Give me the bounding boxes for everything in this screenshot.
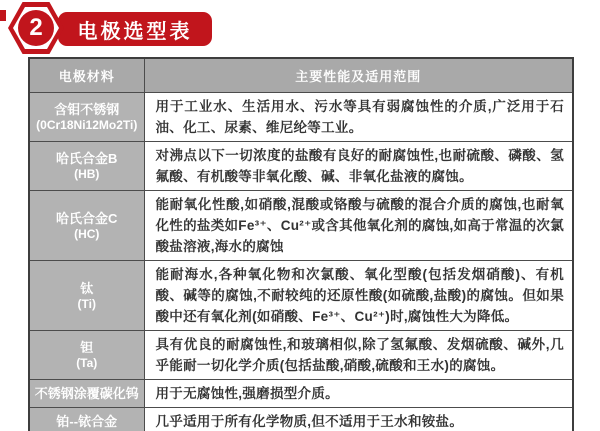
material-spec: (HC) bbox=[74, 226, 100, 241]
table-header-row bbox=[29, 58, 573, 93]
col-header-performance: 主要性能及适用范围 bbox=[144, 58, 573, 93]
material-name: 哈氏合金B bbox=[56, 151, 118, 166]
material-cell bbox=[29, 93, 144, 142]
table-row bbox=[29, 380, 573, 408]
description-cell: 具有优良的耐腐蚀性,和玻璃相似,除了氢氟酸、发烟硫酸、碱外,几乎能耐一切化学介质(包括盐酸,硝酸,硫酸和王水)的腐蚀。 bbox=[144, 331, 573, 380]
material-spec: (Ti) bbox=[77, 296, 96, 311]
table-row bbox=[29, 191, 573, 261]
electrode-selection-table bbox=[28, 57, 574, 431]
material-cell bbox=[29, 380, 144, 408]
material-cell bbox=[29, 191, 144, 261]
material-cell bbox=[29, 142, 144, 191]
material-cell bbox=[29, 408, 144, 431]
description-cell: 对沸点以下一切浓度的盐酸有良好的耐腐蚀性,也耐硫酸、磷酸、氢氟酸、有机酸等非氧化酸、碱、非氧化盐液的腐蚀。 bbox=[144, 142, 573, 191]
material-cell bbox=[29, 261, 144, 331]
table-row bbox=[29, 93, 573, 142]
ribbon-notch bbox=[0, 10, 6, 21]
material-name: 铂--铱合金 bbox=[56, 414, 118, 429]
step-number-badge bbox=[18, 10, 54, 46]
material-spec: (HB) bbox=[74, 167, 100, 181]
material-cell bbox=[29, 331, 144, 380]
step-number: 2 bbox=[29, 14, 43, 41]
col-header-material: 电极材料 bbox=[29, 58, 144, 93]
page-title: 电极选型表 bbox=[77, 20, 193, 43]
material-spec: (Ta) bbox=[76, 356, 98, 370]
description-cell: 几乎适用于所有化学物质,但不适用于王水和铵盐。 bbox=[144, 408, 573, 431]
material-spec: (0Cr18Ni12Mo2Ti) bbox=[36, 118, 138, 132]
description-cell: 用于无腐蚀性,强磨损型介质。 bbox=[144, 380, 573, 408]
step-badge bbox=[8, 2, 64, 54]
table-row bbox=[29, 331, 573, 380]
table-row bbox=[29, 142, 573, 191]
description-cell: 能耐海水,各种氧化物和次氯酸、氧化型酸(包括发烟硝酸)、有机酸、碱等的腐蚀,不耐较纯的还原性酸(如硫酸,盐酸)的腐蚀。但如果酸中还有氧化剂(如硝酸、Fe³⁺、Cu²⁺)时,腐蚀性大为降低。 bbox=[144, 261, 573, 331]
material-name: 钽 bbox=[80, 340, 94, 355]
material-name: 不锈钢涂覆碳化钨 bbox=[34, 386, 139, 401]
description-cell: 能耐氧化性酸,如硝酸,混酸或铬酸与硫酸的混合介质的腐蚀,也耐氧化性的盐类如Fe³⁺、Cu²⁺或含其他氧化剂的腐蚀,如高于常温的次氯酸盐溶液,海水的腐蚀 bbox=[144, 191, 573, 261]
description-cell: 用于工业水、生活用水、污水等具有弱腐蚀性的介质,广泛用于石油、化工、尿素、维尼纶等工业。 bbox=[144, 93, 573, 142]
material-name: 含钼不锈钢 bbox=[54, 102, 120, 117]
table-row bbox=[29, 261, 573, 331]
title-banner bbox=[58, 12, 212, 46]
table-row bbox=[29, 408, 573, 431]
material-name: 钛 bbox=[80, 280, 94, 296]
table-body bbox=[29, 93, 573, 431]
material-name: 哈氏合金C bbox=[56, 210, 118, 226]
